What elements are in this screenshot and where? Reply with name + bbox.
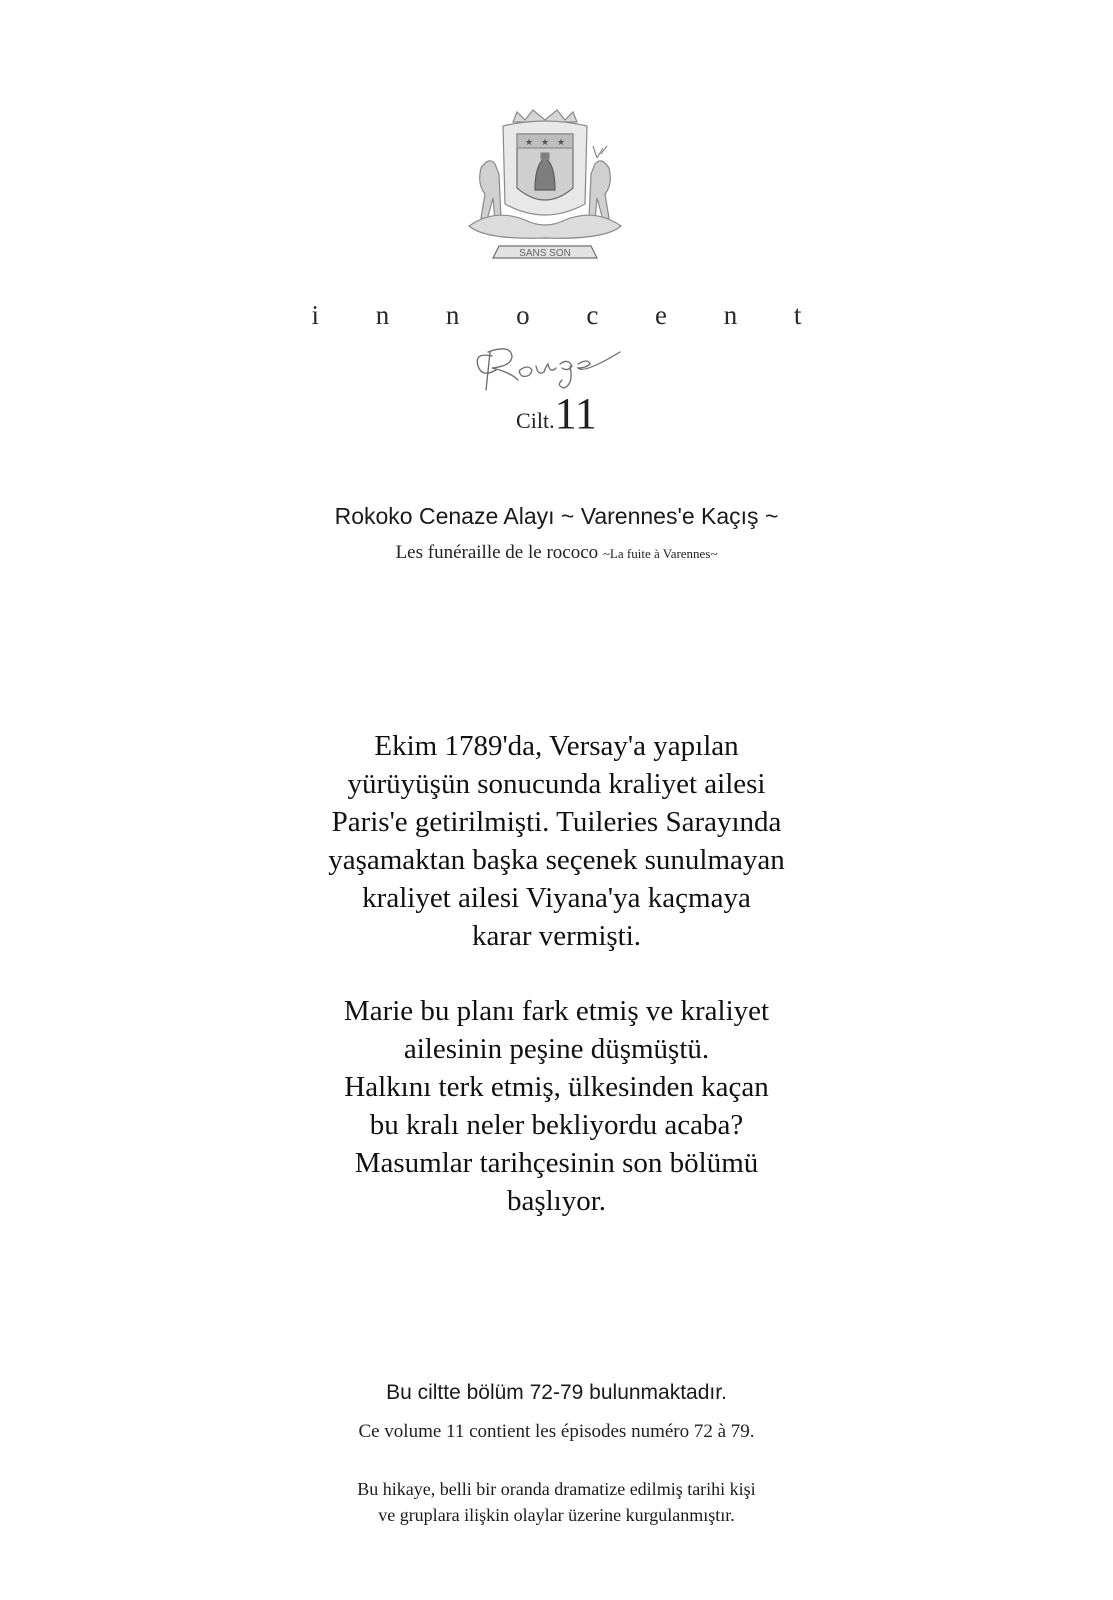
brand-letter: t xyxy=(793,300,802,330)
synopsis-line: ailesinin peşine düşmüştü. xyxy=(403,1033,710,1065)
title-french-sub: ~La fuite à Varennes~ xyxy=(602,546,718,561)
title-turkish: Rokoko Cenaze Alayı ~ Varennes'e Kaçış ~ xyxy=(334,503,779,529)
brand-letter: n xyxy=(445,300,460,330)
brand-letter: i xyxy=(311,300,320,330)
contents-turkish: Bu ciltte bölüm 72-79 bulunmaktadır. xyxy=(386,1381,727,1404)
synopsis-paragraph-2 xyxy=(0,992,1113,1220)
title-french xyxy=(0,542,1113,564)
brand-letter: c xyxy=(586,300,599,330)
synopsis-line: Masumlar tarihçesinin son bölümü xyxy=(354,1147,759,1179)
synopsis-line: bu kralı neler bekliyordu acaba? xyxy=(369,1109,744,1141)
volume-number: 11 xyxy=(554,389,597,438)
title-french-main: Les funéraille de le rococo xyxy=(395,542,599,563)
volume-label xyxy=(0,388,1113,439)
brand-word xyxy=(0,300,1113,331)
synopsis-line: karar vermişti. xyxy=(471,920,642,952)
synopsis-line: Marie bu planı fark etmiş ve kraliyet xyxy=(343,995,770,1027)
contents-french: Ce volume 11 contient les épisodes numéro 72 à 79. xyxy=(358,1421,755,1442)
svg-text:★: ★ xyxy=(541,138,550,148)
brand-letter: n xyxy=(375,300,390,330)
disclaimer-line: Bu hikaye, belli bir oranda dramatize edilmiş tarihi kişi xyxy=(357,1479,756,1499)
volume-word: Cilt xyxy=(516,408,550,433)
coat-of-arms-crest xyxy=(455,108,635,273)
synopsis-line: yürüyüşün sonucunda kraliyet ailesi xyxy=(347,768,766,800)
svg-text:★: ★ xyxy=(525,138,534,148)
disclaimer-line: ve gruplara ilişkin olaylar üzerine kurgulanmıştır. xyxy=(378,1505,735,1525)
synopsis-line: Ekim 1789'da, Versay'a yapılan xyxy=(374,730,739,762)
svg-text:★: ★ xyxy=(557,138,566,148)
synopsis-line: başlıyor. xyxy=(506,1185,607,1217)
disclaimer xyxy=(0,1476,1113,1528)
crest-motto: SANS SON xyxy=(519,248,571,259)
synopsis-line: yaşamaktan başka seçenek sunulmayan xyxy=(328,844,785,876)
volume-separator: . xyxy=(549,408,555,433)
synopsis-line: Paris'e getirilmişti. Tuileries Sarayında xyxy=(331,806,782,838)
synopsis-line: kraliyet ailesi Viyana'ya kaçmaya xyxy=(362,882,751,914)
brand-letter: o xyxy=(516,300,530,330)
synopsis-paragraph-1 xyxy=(0,727,1113,955)
brand-letter: n xyxy=(723,300,738,330)
synopsis-line: Halkını terk etmiş, ülkesinden kaçan xyxy=(344,1071,769,1103)
brand-letter: e xyxy=(655,300,667,330)
